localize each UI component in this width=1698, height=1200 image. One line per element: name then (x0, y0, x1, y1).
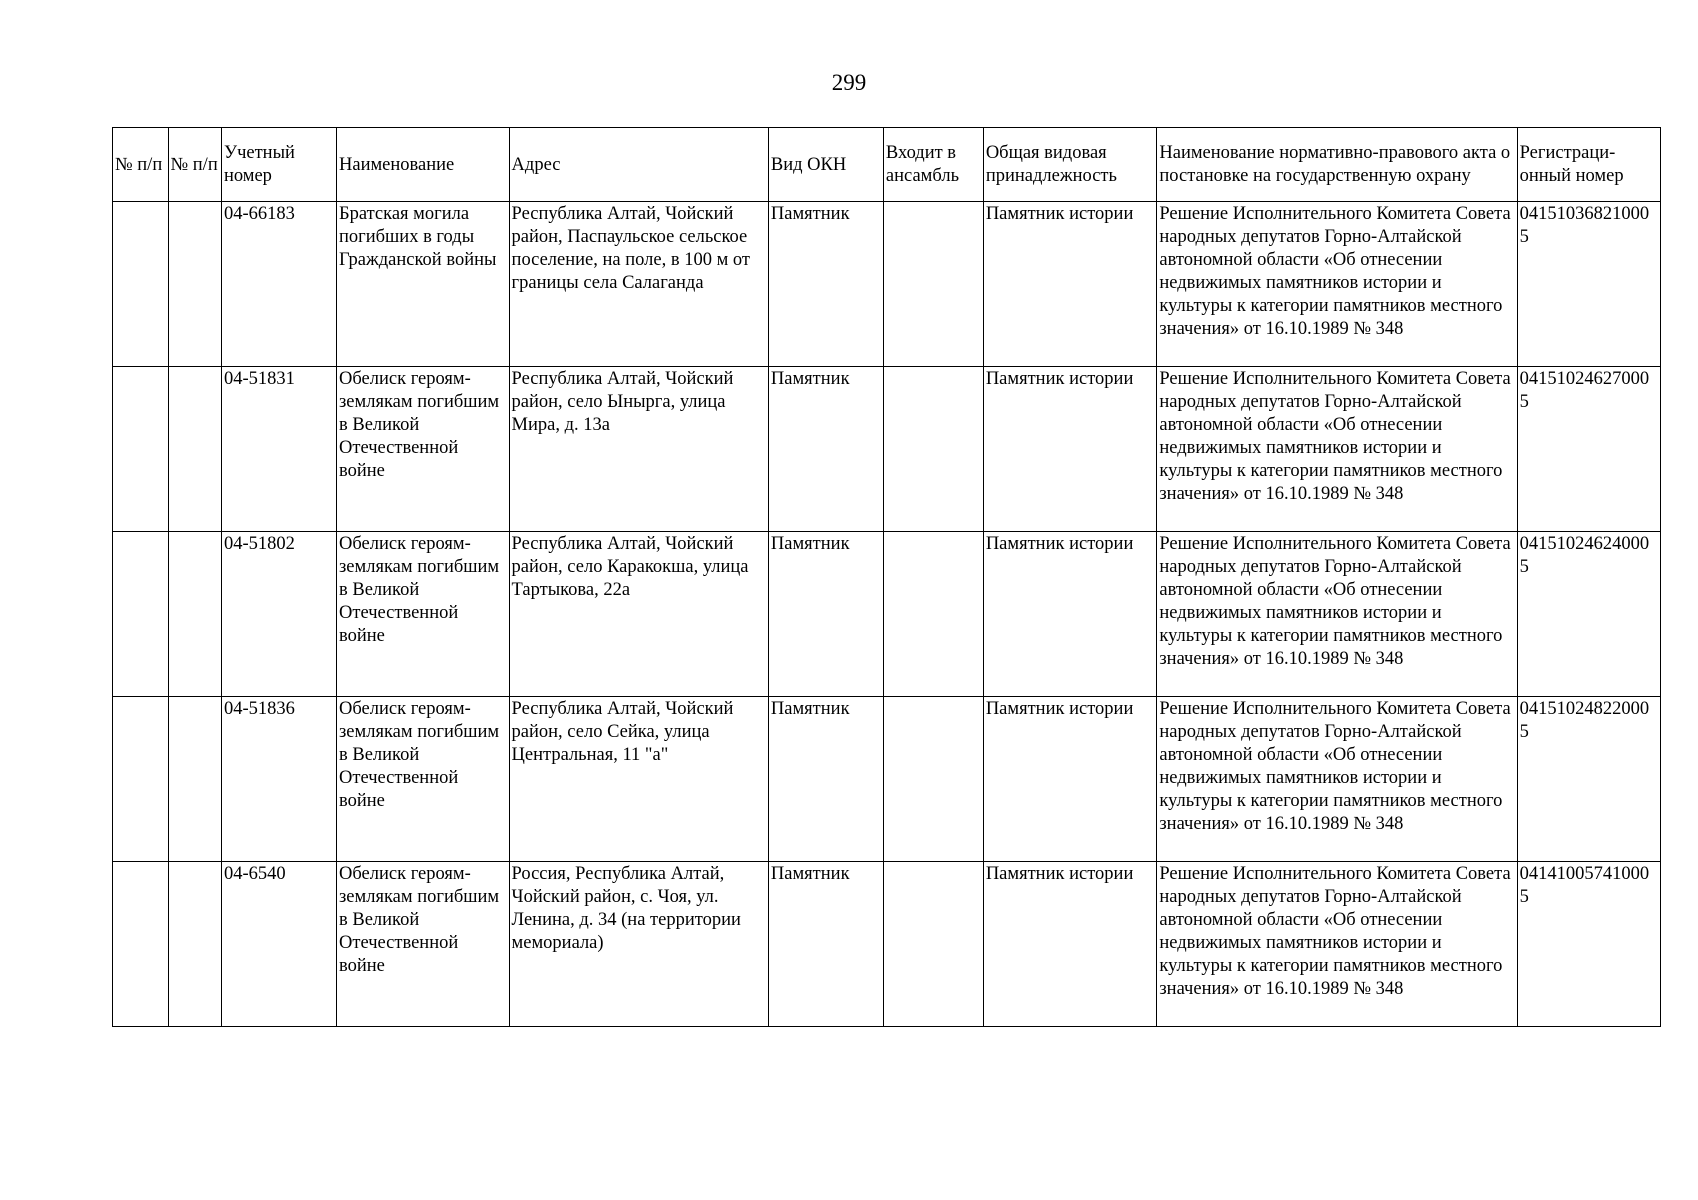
page-number: 299 (831, 70, 867, 95)
cell-act: Решение Исполнительного Комитета Совета народных депутатов Горно-Алтайской автономной области «Об отнесении недвижимых памятников истории и культуры к категории памятников местного значения» от 16.10.1989 № 348 (1157, 697, 1517, 862)
cell-account-number: 04-6540 (221, 862, 336, 1027)
cell-np2 (168, 202, 221, 367)
cell-np1 (113, 367, 169, 532)
cell-np2 (168, 532, 221, 697)
cell-category: Памятник истории (983, 532, 1157, 697)
cell-account-number: 04-51836 (221, 697, 336, 862)
header-np2: № п/п (168, 128, 221, 202)
table-row (113, 862, 1661, 1027)
cell-np1 (113, 697, 169, 862)
cell-account-number: 04-51802 (221, 532, 336, 697)
header-okn-type: Вид ОКН (768, 128, 883, 202)
cell-okn-type: Памятник (768, 862, 883, 1027)
table-row (113, 697, 1661, 862)
cell-act: Решение Исполнительного Комитета Совета народных депутатов Горно-Алтайской автономной области «Об отнесении недвижимых памятников истории и культуры к категории памятников местного значения» от 16.10.1989 № 348 (1157, 532, 1517, 697)
cell-name: Обелиск героям-землякам погибшим в Великой Отечественной войне (337, 532, 510, 697)
cell-np2 (168, 367, 221, 532)
cell-account-number: 04-51831 (221, 367, 336, 532)
cell-name: Обелиск героям-землякам погибшим в Великой Отечественной войне (337, 697, 510, 862)
cell-np1 (113, 862, 169, 1027)
cell-address: Республика Алтай, Чойский район, Паспаульское сельское поселение, на поле, в 100 м от границы села Салаганда (509, 202, 768, 367)
cell-ensemble (883, 367, 983, 532)
header-ensemble: Входит в ансамбль (883, 128, 983, 202)
cell-ensemble (883, 697, 983, 862)
cell-name: Обелиск героям-землякам погибшим в Великой Отечественной войне (337, 862, 510, 1027)
cell-category: Памятник истории (983, 697, 1157, 862)
cell-address: Россия, Республика Алтай, Чойский район, с. Чоя, ул. Ленина, д. 34 (на территории мемориала) (509, 862, 768, 1027)
cell-name: Братская могила погибших в годы Гражданской войны (337, 202, 510, 367)
cell-reg-number: 041510248220005 (1517, 697, 1660, 862)
header-reg-number: Регистраци-онный номер (1517, 128, 1660, 202)
cell-reg-number: 041510246240005 (1517, 532, 1660, 697)
cell-ensemble (883, 202, 983, 367)
cell-ensemble (883, 862, 983, 1027)
cell-reg-number: 041510368210005 (1517, 202, 1660, 367)
heritage-registry-table (112, 127, 1661, 1027)
cell-reg-number: 041510246270005 (1517, 367, 1660, 532)
cell-np2 (168, 697, 221, 862)
header-address: Адрес (509, 128, 768, 202)
cell-okn-type: Памятник (768, 202, 883, 367)
cell-okn-type: Памятник (768, 367, 883, 532)
cell-category: Памятник истории (983, 202, 1157, 367)
cell-address: Республика Алтай, Чойский район, село Ыныргa, улица Мира, д. 13а (509, 367, 768, 532)
cell-address: Республика Алтай, Чойский район, село Каракокша, улица Тартыкова, 22а (509, 532, 768, 697)
cell-ensemble (883, 532, 983, 697)
cell-np2 (168, 862, 221, 1027)
header-name: Наименование (337, 128, 510, 202)
table-header (113, 128, 1661, 202)
cell-category: Памятник истории (983, 862, 1157, 1027)
table-row (113, 202, 1661, 367)
header-row (113, 128, 1661, 202)
cell-np1 (113, 532, 169, 697)
cell-act: Решение Исполнительного Комитета Совета народных депутатов Горно-Алтайской автономной области «Об отнесении недвижимых памятников истории и культуры к категории памятников местного значения» от 16.10.1989 № 348 (1157, 202, 1517, 367)
header-act: Наименование нормативно-правового акта о постановке на государственную охрану (1157, 128, 1517, 202)
cell-okn-type: Памятник (768, 532, 883, 697)
header-category: Общая видовая принадлежность (983, 128, 1157, 202)
header-np1: № п/п (113, 128, 169, 202)
cell-name: Обелиск героям-землякам погибшим в Великой Отечественной войне (337, 367, 510, 532)
cell-category: Памятник истории (983, 367, 1157, 532)
cell-act: Решение Исполнительного Комитета Совета народных депутатов Горно-Алтайской автономной области «Об отнесении недвижимых памятников истории и культуры к категории памятников местного значения» от 16.10.1989 № 348 (1157, 367, 1517, 532)
table-row (113, 532, 1661, 697)
cell-act: Решение Исполнительного Комитета Совета народных депутатов Горно-Алтайской автономной области «Об отнесении недвижимых памятников истории и культуры к категории памятников местного значения» от 16.10.1989 № 348 (1157, 862, 1517, 1027)
table-row (113, 367, 1661, 532)
cell-okn-type: Памятник (768, 697, 883, 862)
cell-reg-number: 041410057410005 (1517, 862, 1660, 1027)
table-body (113, 202, 1661, 1027)
cell-address: Республика Алтай, Чойский район, село Сейка, улица Центральная, 11 "а" (509, 697, 768, 862)
header-account-number: Учетный номер (221, 128, 336, 202)
cell-account-number: 04-66183 (221, 202, 336, 367)
cell-np1 (113, 202, 169, 367)
